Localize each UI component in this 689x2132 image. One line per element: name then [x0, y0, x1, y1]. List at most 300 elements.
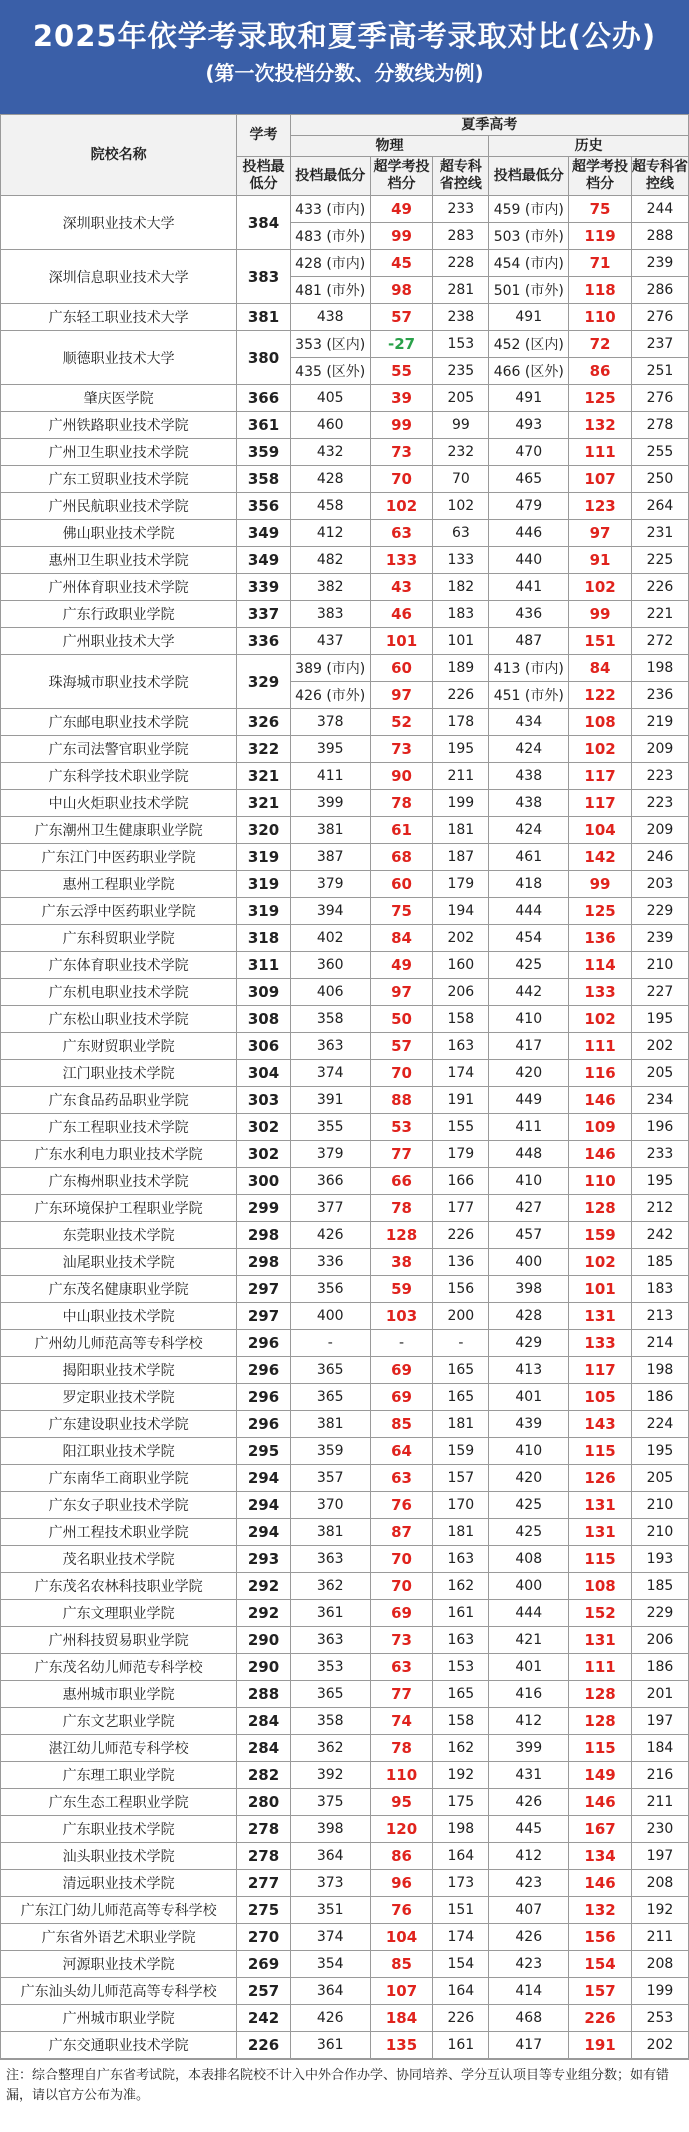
history-over-score: 102	[569, 1249, 632, 1276]
physics-min-score: 378	[290, 709, 370, 736]
physics-over-score: 75	[370, 898, 433, 925]
table-row	[1, 2005, 689, 2032]
physics-over-score: 104	[370, 1924, 433, 1951]
school-name: 中山职业技术学院	[1, 1303, 237, 1330]
physics-line-score: 101	[433, 628, 489, 655]
physics-min-score: 363	[290, 1033, 370, 1060]
physics-line-score: 133	[433, 547, 489, 574]
history-min-score: 416	[489, 1681, 569, 1708]
xuekao-min-score: 288	[237, 1681, 291, 1708]
xuekao-min-score: 297	[237, 1303, 291, 1330]
history-over-score: 142	[569, 844, 632, 871]
physics-over-score: 69	[370, 1384, 433, 1411]
history-line-score: 225	[631, 547, 688, 574]
school-name: 广东工程职业技术学院	[1, 1114, 237, 1141]
history-over-score: 122	[569, 682, 632, 709]
xuekao-min-score: 275	[237, 1897, 291, 1924]
history-min-score: 423	[489, 1951, 569, 1978]
history-over-score: 146	[569, 1087, 632, 1114]
xuekao-min-score: 290	[237, 1627, 291, 1654]
table-row	[1, 1546, 689, 1573]
school-name: 广东生态工程职业学院	[1, 1789, 237, 1816]
history-min-score: 427	[489, 1195, 569, 1222]
physics-line-score: 163	[433, 1033, 489, 1060]
history-over-score: 125	[569, 385, 632, 412]
physics-line-score: 161	[433, 1600, 489, 1627]
school-header: 院校名称	[1, 115, 237, 196]
xuekao-min-score: 302	[237, 1141, 291, 1168]
table-row	[1, 304, 689, 331]
physics-over-score: 49	[370, 196, 433, 223]
physics-line-score: 179	[433, 871, 489, 898]
physics-line-score: 102	[433, 493, 489, 520]
table-row	[1, 1465, 689, 1492]
physics-min-score: 428	[290, 466, 370, 493]
history-min-score: 420	[489, 1060, 569, 1087]
physics-line-score: 191	[433, 1087, 489, 1114]
physics-min-header: 投档最低分	[290, 157, 370, 196]
school-name: 江门职业技术学院	[1, 1060, 237, 1087]
history-line-score: 186	[631, 1384, 688, 1411]
physics-min-score: 382	[290, 574, 370, 601]
history-min-score: 470	[489, 439, 569, 466]
physics-min-score: 358	[290, 1708, 370, 1735]
xuekao-min-score: 318	[237, 925, 291, 952]
physics-over-score: 69	[370, 1357, 433, 1384]
history-over-score: 91	[569, 547, 632, 574]
physics-over-score: 120	[370, 1816, 433, 1843]
physics-line-score: 226	[433, 2005, 489, 2032]
physics-line-score: 182	[433, 574, 489, 601]
history-over-score: 102	[569, 574, 632, 601]
history-over-score: 97	[569, 520, 632, 547]
school-name: 广东水利电力职业技术学院	[1, 1141, 237, 1168]
school-name: 广东潮州卫生健康职业学院	[1, 817, 237, 844]
physics-min-score: 435 (区外)	[290, 358, 370, 385]
xuekao-min-score: 284	[237, 1735, 291, 1762]
school-name: 广州工程技术职业学院	[1, 1519, 237, 1546]
table-row	[1, 628, 689, 655]
history-over-score: 72	[569, 331, 632, 358]
xuekao-min-score: 380	[237, 331, 291, 385]
table-row	[1, 1681, 689, 1708]
history-line-score: 197	[631, 1843, 688, 1870]
physics-over-score: 85	[370, 1411, 433, 1438]
history-line-score: 278	[631, 412, 688, 439]
history-min-score: 491	[489, 304, 569, 331]
history-line-score: 288	[631, 223, 688, 250]
school-name: 顺德职业技术大学	[1, 331, 237, 385]
history-min-score: 466 (区外)	[489, 358, 569, 385]
history-line-score: 186	[631, 1654, 688, 1681]
physics-line-score: 163	[433, 1627, 489, 1654]
history-line-score: 212	[631, 1195, 688, 1222]
physics-over-score: 64	[370, 1438, 433, 1465]
history-over-score: 102	[569, 736, 632, 763]
physics-over-score: -27	[370, 331, 433, 358]
school-name: 广州科技贸易职业学院	[1, 1627, 237, 1654]
school-name: 广州幼儿师范高等专科学校	[1, 1330, 237, 1357]
physics-min-score: 365	[290, 1681, 370, 1708]
school-name: 广东职业技术学院	[1, 1816, 237, 1843]
school-name: 广州职业技术大学	[1, 628, 237, 655]
xuekao-min-score: 304	[237, 1060, 291, 1087]
history-line-score: 193	[631, 1546, 688, 1573]
xuekao-min-score: 270	[237, 1924, 291, 1951]
table-row	[1, 1627, 689, 1654]
physics-over-score: 60	[370, 655, 433, 682]
xuekao-min-header: 投档最低分	[237, 157, 291, 196]
physics-line-score: 158	[433, 1708, 489, 1735]
table-row	[1, 979, 689, 1006]
table-row	[1, 1843, 689, 1870]
history-line-score: 230	[631, 1816, 688, 1843]
history-over-score: 128	[569, 1708, 632, 1735]
page-subtitle: (第一次投档分数、分数线为例)	[205, 61, 484, 85]
history-min-score: 414	[489, 1978, 569, 2005]
history-over-score: 99	[569, 871, 632, 898]
physics-over-score: 78	[370, 1195, 433, 1222]
physics-min-score: 373	[290, 1870, 370, 1897]
school-name: 广东机电职业技术学院	[1, 979, 237, 1006]
comparison-table	[0, 114, 689, 2059]
school-name: 广东松山职业技术学院	[1, 1006, 237, 1033]
table-row	[1, 196, 689, 223]
school-name: 广州体育职业技术学院	[1, 574, 237, 601]
physics-min-score: 363	[290, 1546, 370, 1573]
history-over-score: 152	[569, 1600, 632, 1627]
xuekao-min-score: 296	[237, 1357, 291, 1384]
history-over-score: 128	[569, 1195, 632, 1222]
history-min-score: 407	[489, 1897, 569, 1924]
physics-over-score: 135	[370, 2032, 433, 2059]
physics-min-score: 356	[290, 1276, 370, 1303]
history-over-score: 131	[569, 1303, 632, 1330]
school-name: 广东梅州职业技术学院	[1, 1168, 237, 1195]
physics-min-score: 406	[290, 979, 370, 1006]
physics-over-score: 52	[370, 709, 433, 736]
history-line-score: 236	[631, 682, 688, 709]
history-over-score: 156	[569, 1924, 632, 1951]
physics-line-header: 超专科省控线	[433, 157, 489, 196]
physics-line-score: 233	[433, 196, 489, 223]
history-line-score: 264	[631, 493, 688, 520]
table-row	[1, 709, 689, 736]
physics-over-score: 39	[370, 385, 433, 412]
physics-line-score: 162	[433, 1735, 489, 1762]
table-row	[1, 250, 689, 277]
history-min-score: 452 (区内)	[489, 331, 569, 358]
school-name: 广东行政职业学院	[1, 601, 237, 628]
school-name: 深圳职业技术大学	[1, 196, 237, 250]
physics-over-score: 70	[370, 466, 433, 493]
history-min-score: 431	[489, 1762, 569, 1789]
physics-min-score: 483 (市外)	[290, 223, 370, 250]
history-over-score: 104	[569, 817, 632, 844]
physics-line-score: 177	[433, 1195, 489, 1222]
xuekao-min-score: 284	[237, 1708, 291, 1735]
physics-min-score: 360	[290, 952, 370, 979]
physics-line-score: 226	[433, 682, 489, 709]
history-min-score: 449	[489, 1087, 569, 1114]
history-over-score: 126	[569, 1465, 632, 1492]
physics-min-score: 351	[290, 1897, 370, 1924]
xuekao-min-score: 319	[237, 871, 291, 898]
history-line-score: 251	[631, 358, 688, 385]
physics-line-score: 153	[433, 1654, 489, 1681]
physics-min-score: 433 (市内)	[290, 196, 370, 223]
physics-over-score: 84	[370, 925, 433, 952]
history-min-score: 401	[489, 1384, 569, 1411]
physics-line-score: 228	[433, 250, 489, 277]
history-min-score: 425	[489, 1519, 569, 1546]
physics-line-score: 161	[433, 2032, 489, 2059]
history-min-score: 444	[489, 898, 569, 925]
table-row	[1, 1357, 689, 1384]
school-name: 清远职业技术学院	[1, 1870, 237, 1897]
history-line-score: 184	[631, 1735, 688, 1762]
history-line-score: 199	[631, 1978, 688, 2005]
physics-min-score: 358	[290, 1006, 370, 1033]
history-min-score: 398	[489, 1276, 569, 1303]
physics-line-score: 170	[433, 1492, 489, 1519]
physics-line-score: 157	[433, 1465, 489, 1492]
physics-min-score: 392	[290, 1762, 370, 1789]
physics-over-score: 74	[370, 1708, 433, 1735]
physics-line-score: 158	[433, 1006, 489, 1033]
table-row	[1, 871, 689, 898]
xuekao-min-score: 300	[237, 1168, 291, 1195]
history-over-score: 128	[569, 1681, 632, 1708]
physics-over-score: 76	[370, 1897, 433, 1924]
school-name: 广东茂名健康职业学院	[1, 1276, 237, 1303]
table-row	[1, 547, 689, 574]
table-row	[1, 520, 689, 547]
history-min-score: 410	[489, 1006, 569, 1033]
history-over-score: 75	[569, 196, 632, 223]
xuekao-min-score: 319	[237, 844, 291, 871]
physics-line-score: 200	[433, 1303, 489, 1330]
history-over-score: 114	[569, 952, 632, 979]
table-row	[1, 439, 689, 466]
xuekao-min-score: 321	[237, 763, 291, 790]
history-min-score: 448	[489, 1141, 569, 1168]
xuekao-min-score: 337	[237, 601, 291, 628]
history-over-score: 119	[569, 223, 632, 250]
xuekao-min-score: 308	[237, 1006, 291, 1033]
xuekao-min-score: 349	[237, 520, 291, 547]
school-name: 广东科学技术职业学院	[1, 763, 237, 790]
history-min-score: 426	[489, 1924, 569, 1951]
table-row	[1, 1978, 689, 2005]
physics-min-score: 381	[290, 817, 370, 844]
physics-line-score: 232	[433, 439, 489, 466]
table-row	[1, 1762, 689, 1789]
history-line-header: 超专科省控线	[631, 157, 688, 196]
history-min-score: 446	[489, 520, 569, 547]
physics-line-score: 136	[433, 1249, 489, 1276]
history-over-score: 133	[569, 1330, 632, 1357]
table-row	[1, 1303, 689, 1330]
table-row	[1, 1060, 689, 1087]
table-row	[1, 844, 689, 871]
history-line-score: 185	[631, 1573, 688, 1600]
history-over-header: 超学考投档分	[569, 157, 632, 196]
physics-line-score: -	[433, 1330, 489, 1357]
physics-over-score: 97	[370, 682, 433, 709]
physics-line-score: 189	[433, 655, 489, 682]
physics-over-score: 73	[370, 736, 433, 763]
history-min-score: 420	[489, 1465, 569, 1492]
school-name: 阳江职业技术学院	[1, 1438, 237, 1465]
physics-line-score: 194	[433, 898, 489, 925]
physics-over-score: 57	[370, 304, 433, 331]
table-row	[1, 1330, 689, 1357]
xuekao-min-score: 383	[237, 250, 291, 304]
physics-over-score: 85	[370, 1951, 433, 1978]
history-min-score: 479	[489, 493, 569, 520]
physics-line-score: 181	[433, 817, 489, 844]
physics-over-score: 55	[370, 358, 433, 385]
history-over-score: 131	[569, 1519, 632, 1546]
school-name: 惠州城市职业学院	[1, 1681, 237, 1708]
history-min-score: 454 (市内)	[489, 250, 569, 277]
history-line-score: 223	[631, 790, 688, 817]
history-line-score: 221	[631, 601, 688, 628]
history-over-score: 125	[569, 898, 632, 925]
history-line-score: 208	[631, 1951, 688, 1978]
school-name: 广东云浮中医药职业学院	[1, 898, 237, 925]
school-name: 广东体育职业技术学院	[1, 952, 237, 979]
physics-min-score: 383	[290, 601, 370, 628]
physics-over-score: 88	[370, 1087, 433, 1114]
physics-line-score: 165	[433, 1681, 489, 1708]
xuekao-min-score: 329	[237, 655, 291, 709]
xuekao-min-score: 361	[237, 412, 291, 439]
physics-over-score: 46	[370, 601, 433, 628]
physics-min-score: 355	[290, 1114, 370, 1141]
school-name: 中山火炬职业技术学院	[1, 790, 237, 817]
xuekao-min-score: 302	[237, 1114, 291, 1141]
history-line-score: 223	[631, 763, 688, 790]
history-over-score: 131	[569, 1627, 632, 1654]
physics-min-score: 364	[290, 1843, 370, 1870]
physics-min-score: 374	[290, 1060, 370, 1087]
history-over-score: 134	[569, 1843, 632, 1870]
xuekao-min-score: 359	[237, 439, 291, 466]
history-over-score: 131	[569, 1492, 632, 1519]
xuekao-min-score: 298	[237, 1249, 291, 1276]
physics-line-score: 179	[433, 1141, 489, 1168]
physics-min-score: 357	[290, 1465, 370, 1492]
physics-min-score: 389 (市内)	[290, 655, 370, 682]
history-over-score: 123	[569, 493, 632, 520]
physics-line-score: 181	[433, 1519, 489, 1546]
history-min-score: 412	[489, 1708, 569, 1735]
physics-min-score: 426 (市外)	[290, 682, 370, 709]
physics-min-score: 354	[290, 1951, 370, 1978]
physics-line-score: 202	[433, 925, 489, 952]
history-min-score: 457	[489, 1222, 569, 1249]
physics-min-score: -	[290, 1330, 370, 1357]
history-line-score: 276	[631, 304, 688, 331]
history-header: 历史	[489, 136, 689, 157]
history-over-score: 117	[569, 763, 632, 790]
history-min-score: 438	[489, 763, 569, 790]
physics-line-score: 283	[433, 223, 489, 250]
history-line-score: 206	[631, 1627, 688, 1654]
history-over-score: 86	[569, 358, 632, 385]
xuekao-min-score: 349	[237, 547, 291, 574]
history-line-score: 209	[631, 736, 688, 763]
history-over-score: 111	[569, 439, 632, 466]
physics-line-score: 155	[433, 1114, 489, 1141]
physics-over-score: 133	[370, 547, 433, 574]
history-line-score: 234	[631, 1087, 688, 1114]
school-name: 广东交通职业技术学院	[1, 2032, 237, 2059]
xuekao-min-score: 303	[237, 1087, 291, 1114]
table-row	[1, 1708, 689, 1735]
physics-over-score: 86	[370, 1843, 433, 1870]
physics-min-score: 370	[290, 1492, 370, 1519]
physics-line-score: 173	[433, 1870, 489, 1897]
physics-min-score: 365	[290, 1384, 370, 1411]
history-line-score: 202	[631, 2032, 688, 2059]
xuekao-min-score: 306	[237, 1033, 291, 1060]
history-min-score: 413 (市内)	[489, 655, 569, 682]
physics-line-score: 199	[433, 790, 489, 817]
physics-line-score: 159	[433, 1438, 489, 1465]
history-over-score: 115	[569, 1438, 632, 1465]
xuekao-min-score: 319	[237, 898, 291, 925]
history-min-score: 426	[489, 1789, 569, 1816]
physics-over-score: 76	[370, 1492, 433, 1519]
school-name: 广州城市职业学院	[1, 2005, 237, 2032]
school-name: 广东理工职业学院	[1, 1762, 237, 1789]
physics-min-score: 398	[290, 1816, 370, 1843]
school-name: 河源职业技术学院	[1, 1951, 237, 1978]
xuekao-min-score: 242	[237, 2005, 291, 2032]
history-over-score: 111	[569, 1033, 632, 1060]
history-line-score: 227	[631, 979, 688, 1006]
history-over-score: 151	[569, 628, 632, 655]
history-line-score: 208	[631, 1870, 688, 1897]
table-row	[1, 1438, 689, 1465]
physics-line-score: 163	[433, 1546, 489, 1573]
history-min-score: 438	[489, 790, 569, 817]
history-line-score: 209	[631, 817, 688, 844]
physics-over-score: 101	[370, 628, 433, 655]
history-over-score: 167	[569, 1816, 632, 1843]
history-min-score: 465	[489, 466, 569, 493]
history-line-score: 198	[631, 655, 688, 682]
history-over-score: 117	[569, 1357, 632, 1384]
history-over-score: 226	[569, 2005, 632, 2032]
physics-over-score: -	[370, 1330, 433, 1357]
physics-line-score: 70	[433, 466, 489, 493]
physics-over-score: 63	[370, 1465, 433, 1492]
physics-min-score: 366	[290, 1168, 370, 1195]
physics-over-score: 63	[370, 1654, 433, 1681]
table-row	[1, 817, 689, 844]
school-name: 广东科贸职业学院	[1, 925, 237, 952]
school-name: 湛江幼儿师范专科学校	[1, 1735, 237, 1762]
table-row	[1, 385, 689, 412]
physics-over-score: 110	[370, 1762, 433, 1789]
physics-line-score: 151	[433, 1897, 489, 1924]
history-line-score: 210	[631, 952, 688, 979]
physics-over-score: 95	[370, 1789, 433, 1816]
